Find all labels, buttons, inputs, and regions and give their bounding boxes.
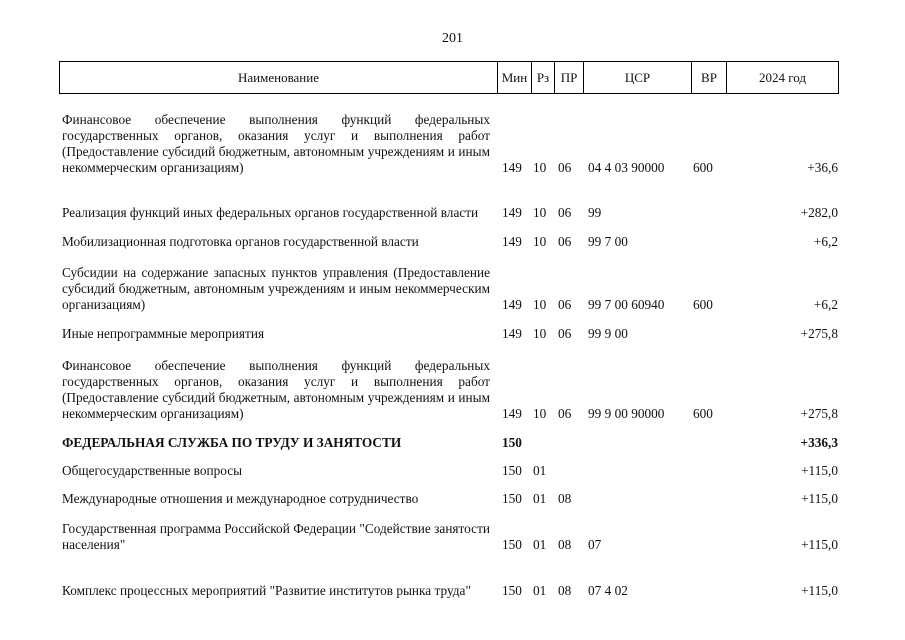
row-csr: 99	[588, 205, 602, 220]
row-min: 150	[502, 583, 522, 598]
row-pr: 06	[558, 326, 572, 341]
row-name: Международные отношения и международное сотрудничество	[62, 491, 419, 506]
row-rz: 10	[533, 205, 547, 220]
row-name: Государственная программа Российской Федерации "Содействие занятости населения"	[62, 521, 490, 552]
table-row	[0, 188, 905, 221]
row-pr: 08	[558, 491, 572, 506]
row-csr: 99 7 00	[588, 234, 628, 249]
row-amount: +6,2	[813, 234, 838, 249]
row-rz: 10	[533, 406, 547, 421]
column-header-name: Наименование	[238, 70, 319, 85]
row-min: 149	[502, 234, 522, 249]
row-pr: 06	[558, 234, 572, 249]
row-pr: 08	[558, 583, 572, 598]
row-csr: 04 4 03 90000	[588, 160, 665, 175]
row-rz: 01	[533, 491, 547, 506]
row-amount: +275,8	[800, 406, 838, 421]
row-rz: 01	[533, 537, 547, 552]
column-header-csr: ЦСР	[624, 70, 651, 85]
table-row	[0, 490, 905, 507]
row-amount: +115,0	[801, 537, 838, 552]
row-pr: 06	[558, 406, 572, 421]
row-min: 149	[502, 297, 522, 312]
row-rz: 01	[533, 583, 547, 598]
page-number: 201	[442, 31, 463, 46]
row-rz: 10	[533, 297, 547, 312]
row-name: Финансовое обеспечение выполнения функций федеральных государственных органов, оказания услуг и выполнения работ (Предоставление субсидий бюджетным, автономным учреждениям и иным некоммерческим организациям)	[62, 112, 490, 175]
column-header-rz: Рз	[536, 70, 550, 85]
row-min: 149	[502, 326, 522, 341]
table-row	[0, 262, 905, 313]
row-csr: 99 9 00	[588, 326, 628, 341]
row-min: 150	[502, 463, 522, 478]
row-pr: 06	[558, 205, 572, 220]
table-row	[0, 233, 905, 250]
row-name: ФЕДЕРАЛЬНАЯ СЛУЖБА ПО ТРУДУ И ЗАНЯТОСТИ	[62, 435, 402, 450]
table-row-section	[0, 434, 905, 451]
row-vr: 600	[693, 406, 713, 421]
row-amount: +275,8	[800, 326, 838, 341]
column-header-pr: ПР	[560, 70, 578, 85]
row-rz: 01	[533, 463, 547, 478]
table-row	[0, 354, 905, 422]
row-vr: 600	[693, 160, 713, 175]
row-vr: 600	[693, 297, 713, 312]
table-row	[0, 105, 905, 176]
table-row	[0, 565, 905, 599]
row-csr: 99 9 00 90000	[588, 406, 665, 421]
row-amount: +115,0	[801, 583, 838, 598]
row-name: Комплекс процессных мероприятий "Развитие институтов рынка труда"	[62, 583, 471, 598]
row-name: Общегосударственные вопросы	[62, 463, 243, 478]
row-csr: 07 4 02	[588, 583, 628, 598]
row-min: 149	[502, 205, 522, 220]
row-pr: 08	[558, 537, 572, 552]
row-csr: 07	[588, 537, 602, 552]
row-amount: +36,6	[807, 160, 838, 175]
row-name: Субсидии на содержание запасных пунктов управления (Предоставление субсидий бюджетным, автономным учреждениям и иным некоммерческим организациям)	[62, 265, 490, 312]
row-min: 150	[502, 435, 522, 450]
table-row	[0, 325, 905, 342]
row-name: Реализация функций иных федеральных органов государственной власти	[62, 205, 479, 220]
row-name: Финансовое обеспечение выполнения функций федеральных государственных органов, оказания услуг и выполнения работ (Предоставление субсидий бюджетным, автономным учреждениям и иным некоммерческим организациям)	[62, 358, 490, 421]
row-name: Мобилизационная подготовка органов государственной власти	[62, 234, 419, 249]
row-min: 150	[502, 537, 522, 552]
row-amount: +6,2	[813, 297, 838, 312]
row-amount: +115,0	[801, 463, 838, 478]
column-header-min: Мин	[501, 70, 528, 85]
column-header-year: 2024 год	[759, 70, 806, 85]
row-min: 149	[502, 160, 522, 175]
row-min: 149	[502, 406, 522, 421]
row-amount: +282,0	[800, 205, 838, 220]
row-min: 150	[502, 491, 522, 506]
column-header-vr: ВР	[701, 70, 717, 85]
row-pr: 06	[558, 160, 572, 175]
table-row	[0, 519, 905, 553]
row-csr: 99 7 00 60940	[588, 297, 665, 312]
row-pr: 06	[558, 297, 572, 312]
row-amount: +336,3	[800, 435, 838, 450]
row-rz: 10	[533, 234, 547, 249]
table-row	[0, 462, 905, 479]
row-rz: 10	[533, 160, 547, 175]
row-amount: +115,0	[801, 491, 838, 506]
row-name: Иные непрограммные мероприятия	[62, 326, 265, 341]
table-header	[59, 61, 839, 94]
row-rz: 10	[533, 326, 547, 341]
